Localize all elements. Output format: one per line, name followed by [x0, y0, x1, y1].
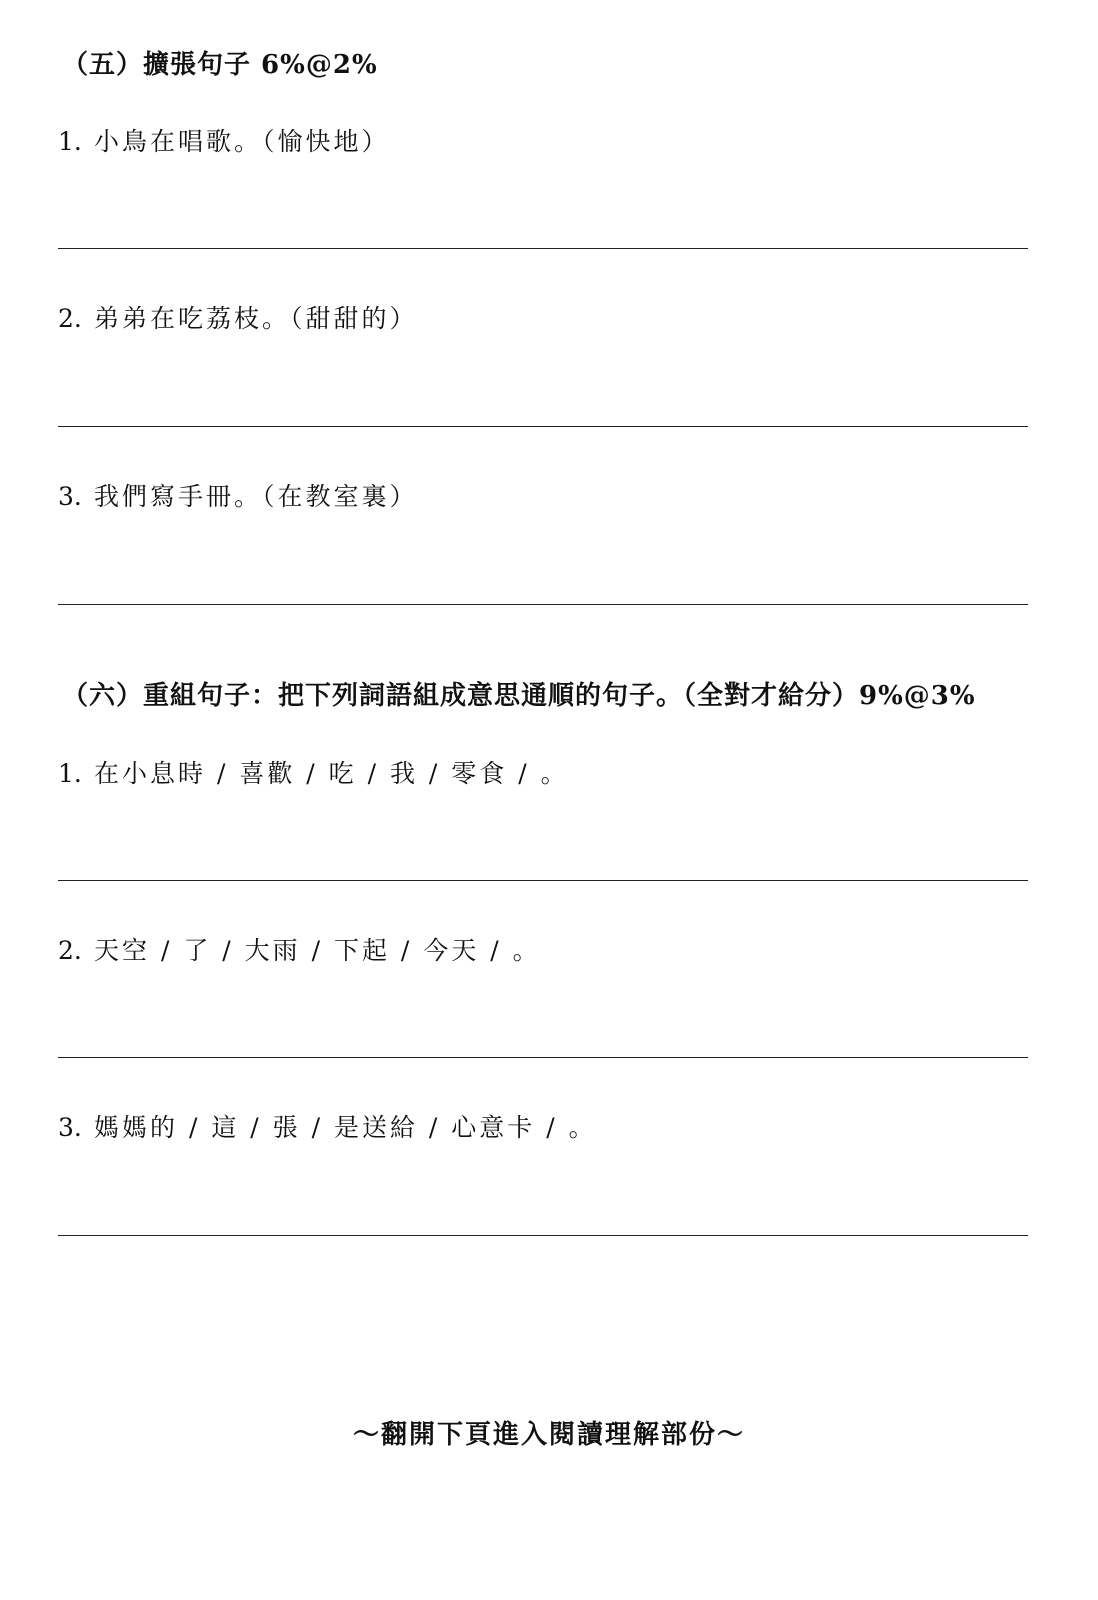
section-5-question-2: [58, 299, 418, 335]
answer-line-6-3[interactable]: [58, 1235, 1028, 1236]
answer-line-6-2[interactable]: [58, 1057, 1028, 1058]
section-5-question-3: [58, 477, 418, 513]
question-number: 2.: [58, 936, 82, 965]
section-5-heading: （五）擴張句子 6%@2%: [62, 50, 378, 80]
question-text: 天空 / 了 / 大雨 / 下起 / 今天 / 。: [94, 936, 541, 965]
answer-line-5-3[interactable]: [58, 604, 1028, 605]
answer-line-5-1[interactable]: [58, 248, 1028, 249]
question-number: 3.: [58, 1113, 82, 1142]
section-5-question-1: [58, 122, 390, 158]
page-footer-note: ～翻開下頁進入閱讀理解部份～: [352, 1420, 745, 1450]
question-number: 3.: [58, 482, 82, 511]
section-6-heading: （六）重組句子：把下列詞語組成意思通順的句子。（全對才給分）9%@3%: [62, 681, 976, 711]
question-text: 媽媽的 / 這 / 張 / 是送給 / 心意卡 / 。: [94, 1113, 597, 1142]
answer-line-5-2[interactable]: [58, 426, 1028, 427]
question-number: 2.: [58, 304, 82, 333]
question-text: 弟弟在吃荔枝。（甜甜的）: [94, 304, 418, 333]
question-text: 小鳥在唱歌。（愉快地）: [94, 127, 390, 156]
question-number: 1.: [58, 127, 82, 156]
question-text: 我們寫手冊。（在教室裏）: [94, 482, 418, 511]
section-6-question-2: [58, 931, 541, 967]
section-6-question-1: [58, 754, 569, 790]
section-6-question-3: [58, 1108, 597, 1144]
question-text: 在小息時 / 喜歡 / 吃 / 我 / 零食 / 。: [94, 759, 569, 788]
question-number: 1.: [58, 759, 82, 788]
answer-line-6-1[interactable]: [58, 880, 1028, 881]
